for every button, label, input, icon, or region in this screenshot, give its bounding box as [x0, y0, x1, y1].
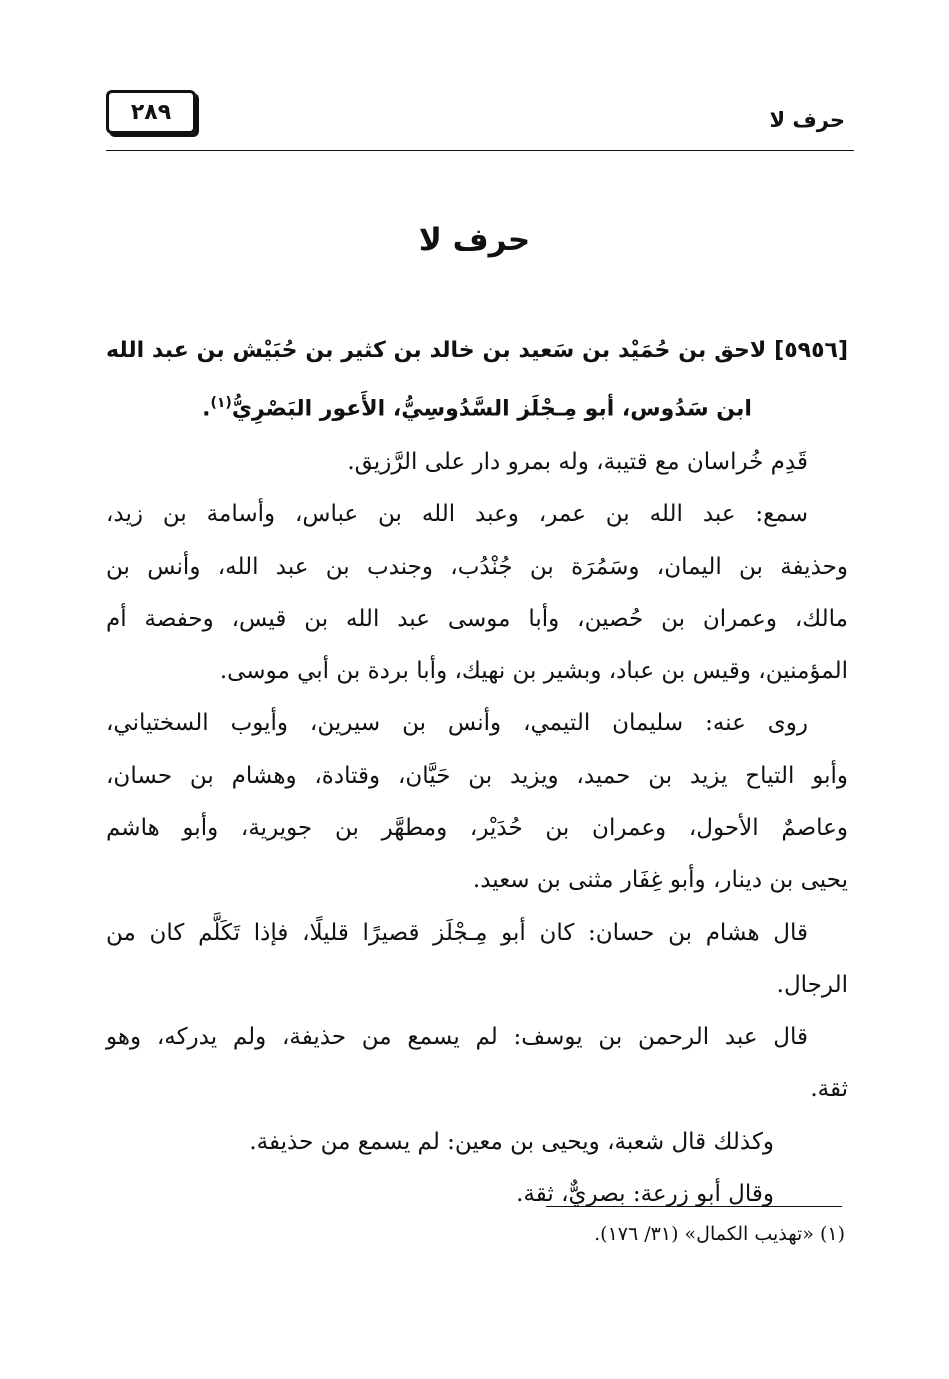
body-line: مالك، وعمران بن حُصين، وأبا موسى عبد الله بن قيس، وحفصة أم	[106, 605, 848, 632]
header-rule	[106, 150, 854, 151]
body-line: قال عبد الرحمن بن يوسف: لم يسمع من حذيفة، ولم يدركه، وهو	[106, 1024, 808, 1051]
footnote-reference: (١)	[210, 395, 232, 412]
body-line: قَدِم خُراسان مع قتيبة، وله بمرو دار على الرَّزيق.	[347, 448, 808, 475]
chapter-title: حرف لا	[418, 222, 531, 258]
body-line: ثقة.	[810, 1076, 848, 1103]
page-number: ٢٨٩	[106, 90, 196, 134]
body-line: روى عنه: سليمان التيمي، وأنس بن سيرين، وأيوب السختياني،	[106, 710, 808, 737]
entry-heading-line-2	[106, 377, 848, 436]
body-line: قال هشام بن حسان: كان أبو مِـجْلَز قصيرًا قليلًا، فإذا تَكَلَّم كان من	[106, 919, 808, 946]
entry-heading-end: .	[202, 396, 211, 422]
body-line: الرجال.	[776, 971, 848, 998]
running-head: حرف لا	[769, 108, 845, 132]
body-line: وأبو التياح يزيد بن حميد، ويزيد بن حَيَّان، وقتادة، وهشام بن حسان،	[106, 762, 848, 789]
body-line: سمع: عبد الله بن عمر، وعبد الله بن عباس، وأسامة بن زيد،	[106, 501, 808, 528]
body-line: وقال أبو زرعة: بصريٌّ، ثقة.	[516, 1181, 774, 1208]
footnote: (١) «تهذيب الكمال» (٣١/ ١٧٦).	[594, 1223, 845, 1245]
entry-heading-text: ابن سَدُوس، أبو مِـجْلَز السَّدُوسِيُّ، الأَعور البَصْرِيُّ	[231, 396, 752, 422]
body-line: وعاصمٌ الأحول، وعمران بن حُدَيْر، ومطهَّر بن جويرية، وأبو هاشم	[106, 815, 848, 841]
entry-body	[106, 325, 848, 1220]
body-line: وكذلك قال شعبة، ويحيى بن معين: لم يسمع من حذيفة.	[249, 1128, 774, 1155]
body-line: المؤمنين، وقيس بن عباد، وبشير بن نهيك، وأبا بردة بن أبي موسى.	[219, 658, 848, 685]
body-line: يحيى بن دينار، وأبو غِفَار مثنى بن سعيد.	[472, 867, 848, 894]
body-line: وحذيفة بن اليمان، وسَمُرَة بن جُنْدُب، وجندب بن عبد الله، وأنس بن	[106, 553, 848, 580]
footnote-rule	[546, 1206, 842, 1207]
entry-heading-line-1: [٥٩٥٦] لاحق بن حُمَيْد بن سَعيد بن خالد بن كثير بن حُبَيْش بن عبد الله	[106, 338, 848, 363]
